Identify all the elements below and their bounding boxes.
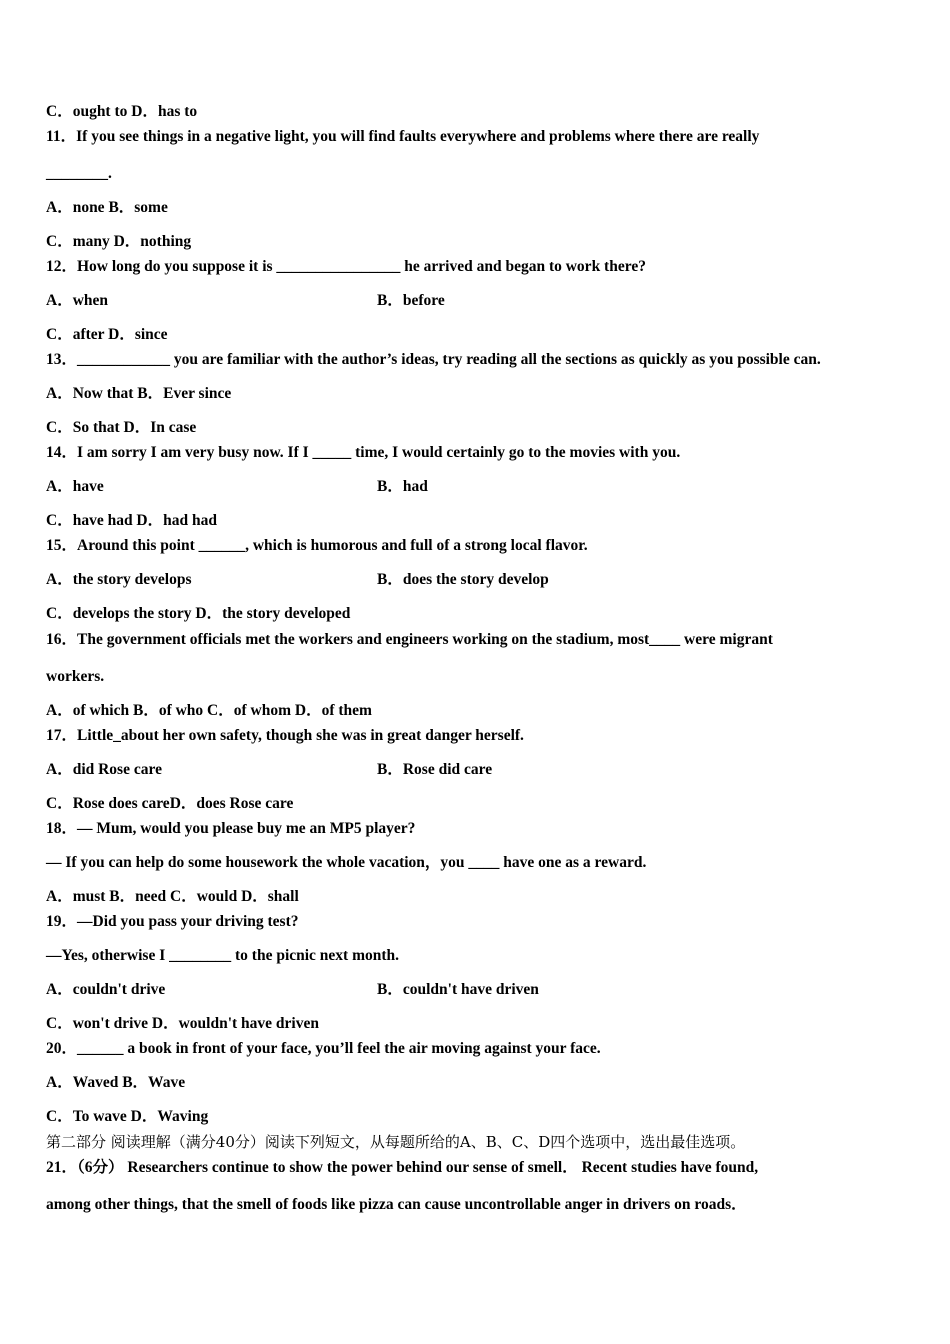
q18-options: A．must B．need C．would D．shall [46,888,299,905]
q14-option-a: A．have [46,478,104,495]
q12-stem: 12．How long do you suppose it is ________________ he arrived and began to work there? [46,258,646,275]
q12-option-b: B．before [377,292,445,309]
q21-passage-line1: 21．（6分） Researchers continue to show the power behind our sense of smell． Recent studies have found, [46,1159,759,1176]
q16-stem-cont: workers. [46,668,105,685]
q19-options-cd: C．won't drive D．wouldn't have driven [46,1015,319,1032]
q19-option-a: A．couldn't drive [46,981,166,998]
q11-options-ab: A．none B．some [46,199,168,216]
q14-option-b: B．had [377,478,428,495]
q15-option-b: B．does the story develop [377,571,549,588]
section-heading: 第二部分 阅读理解（满分40分）阅读下列短文，从每题所给的A、B、C、D四个选项中，选出最佳选项。 [46,1133,746,1151]
q14-options-cd: C．have had D．had had [46,512,217,529]
q17-stem: 17．Little_about her own safety, though she was in great danger herself. [46,727,524,744]
q14-stem: 14．I am sorry I am very busy now. If I _____ time, I would certainly go to the movies with you. [46,444,681,461]
q13-stem: 13．____________ you are familiar with the author’s ideas, try reading all the sections as quickly as you possible can. [46,351,821,368]
q18-stem-cont: — If you can help do some housework the whole vacation，you ____ have one as a reward. [46,854,647,871]
q16-options: A．of which B．of who C．of whom D．of them [46,702,372,719]
q12-option-a: A．when [46,292,109,309]
q13-options-ab: A．Now that B．Ever since [46,385,232,402]
q15-options-cd: C．develops the story D．the story developed [46,605,351,622]
q11-stem-blank: ________. [46,165,112,182]
q16-stem: 16．The government officials met the workers and engineers working on the stadium, most____ were migrant [46,631,773,648]
q15-option-a: A．the story develops [46,571,192,588]
q11-stem: 11．If you see things in a negative light, you will find faults everywhere and problems where there are really [46,128,760,145]
q12-options-cd: C．after D．since [46,326,168,343]
q13-options-cd: C．So that D．In case [46,419,197,436]
q19-stem-cont: —Yes, otherwise I ________ to the picnic next month. [46,947,400,964]
q17-option-a: A．did Rose care [46,761,162,778]
q11-options-cd: C．many D．nothing [46,233,192,250]
q17-option-b: B．Rose did care [377,761,493,778]
q21-passage-line2: among other things, that the smell of foods like pizza can cause uncontrollable anger in drivers on roads． [46,1196,747,1213]
q19-option-b: B．couldn't have driven [377,981,539,998]
q10-options-cd: C．ought to D．has to [46,103,198,120]
q20-stem: 20．______ a book in front of your face, you’ll feel the air moving against your face. [46,1040,601,1057]
q19-stem: 19．—Did you pass your driving test? [46,913,299,930]
q18-stem: 18．— Mum, would you please buy me an MP5 player? [46,820,416,837]
q17-options-cd: C．Rose does careD．does Rose care [46,795,294,812]
q20-options-ab: A．Waved B．Wave [46,1074,186,1091]
q15-stem: 15．Around this point ______, which is humorous and full of a strong local flavor. [46,537,588,554]
q20-options-cd: C．To wave D．Waving [46,1108,209,1125]
